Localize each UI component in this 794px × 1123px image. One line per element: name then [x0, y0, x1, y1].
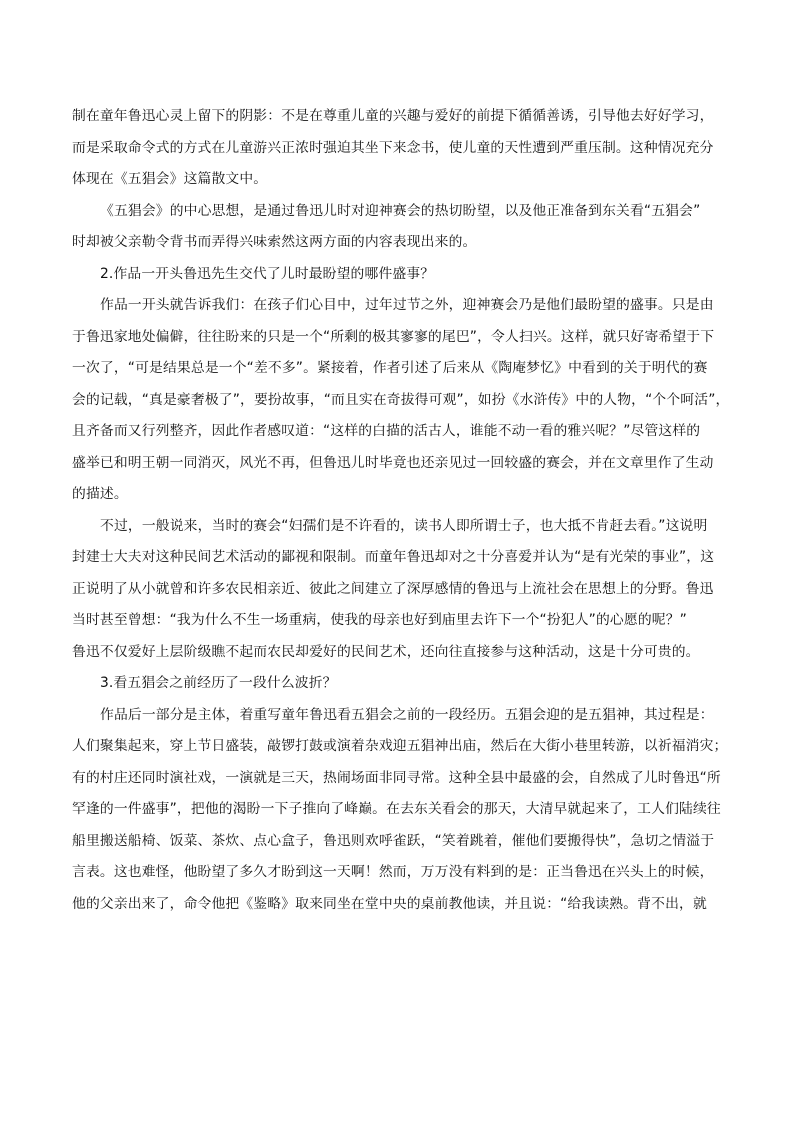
- text-line: 有的村庄还同时演社戏，一演就是三天，热闹场面非同寻常。这种全县中最盛的会，自然成了儿时鲁迅“所: [72, 769, 721, 786]
- text-line: 于鲁迅家地处偏僻，往往盼来的只是一个“所剩的极其寥寥的尾巴”，令人扫兴。这样，就只好寄希望于下: [72, 328, 715, 345]
- text-line: 一次了，“可是结果总是一个“差不多”。紧接着，作者引述了后来从《陶庵梦忆》中看到的关于明代的赛: [72, 360, 708, 376]
- text-line: 船里搬送船椅、饭菜、茶炊、点心盒子，鲁迅则欢呼雀跃，“笑着跳着，催他们要搬得快”，急切之情溢于: [72, 832, 715, 849]
- text-line: 作品一开头就告诉我们：在孩子们心目中，过年过节之外，迎神赛会乃是他们最盼望的盛事。只是由: [100, 297, 714, 313]
- text-line: 制在童年鲁迅心灵上留下的阴影：不是在尊重儿童的兴趣与爱好的前提下循循善诱，引导他去好好学习，: [72, 108, 714, 124]
- text-line: 当时甚至曾想：“我为什么不生一场重病，使我的母亲也好到庙里去许下一个“扮犯人”的心愿的呢？”: [72, 612, 687, 628]
- text-line: 他的父亲出来了，命令他把《鉴略》取来同坐在堂中央的桌前教他读，并且说：“给我读熟。背不出，就: [72, 895, 707, 912]
- text-line: 会的记载，“真是豪奢极了”，要扮故事，“而且实在奇拔得可观”，如扮《水浒传》中的人物，“个个呵活”，: [72, 391, 730, 408]
- text-line: 时却被父亲勒令背书而弄得兴味索然这两方面的内容表现出来的。: [72, 234, 477, 250]
- text-line: 且齐备而又行列整齐，因此作者感叹道：“这样的白描的活古人，谁能不动一看的雅兴呢？”尽管这样的: [72, 423, 701, 439]
- text-line: 封建士大夫对这种民间艺术活动的鄙视和限制。而童年鲁迅却对之十分喜爱并认为“是有光荣的事业”，这: [72, 549, 715, 565]
- text-line: 鲁迅不仅爱好上层阶级瞧不起而农民却爱好的民间艺术，还向往直接参与这种活动，这是十分可贵的。: [72, 643, 700, 660]
- text-line: 作品后一部分是主体，着重写童年鲁迅看五猖会之前的一段经历。五猖会迎的是五猖神，其过程是：: [100, 706, 714, 723]
- text-line: 正说明了从小就曾和许多农民相亲近、彼此之间建立了深厚感情的鲁迅与上流社会在思想上的分野。鲁迅: [72, 580, 714, 597]
- section-heading: 3.看五猖会之前经历了一段什么波折？: [100, 675, 337, 691]
- document-body: [72, 101, 742, 920]
- text-line: 不过，一般说来，当时的赛会“妇孺们是不许看的，读书人即所谓士子，也大抵不肯赶去看。”这说明: [100, 517, 708, 534]
- text-line: 盛举已和明王朝一同消灭，风光不再，但鲁迅儿时毕竟也还亲见过一回较盛的赛会，并在文章里作了生动: [72, 454, 714, 471]
- text-line: 的描述。: [72, 486, 128, 502]
- text-line: 《五猖会》的中心思想，是通过鲁迅儿时对迎神赛会的热切盼望，以及他正准备到东关看“五猖会”: [100, 202, 701, 219]
- text-line: 人们聚集起来，穿上节日盛装，敲锣打鼓或演着杂戏迎五猖神出庙，然后在大街小巷里转游，以祈福消灾；: [72, 738, 728, 754]
- text-line: 体现在《五猖会》这篇散文中。: [72, 171, 268, 187]
- text-line: 罕逢的一件盛事”，把他的渴盼一下子推向了峰巅。在去东关看会的那天，大清早就起来了，工人们陆续往: [72, 801, 721, 817]
- text-line: 而是采取命令式的方式在儿童游兴正浓时强迫其坐下来念书，使儿童的天性遭到严重压制。这种情况充分: [72, 139, 714, 156]
- section-heading: 2.作品一开头鲁迅先生交代了儿时最盼望的哪件盛事？: [100, 265, 435, 282]
- text-line: 言表。这也难怪，他盼望了多久才盼到这一天啊！然而，万万没有料到的是：正当鲁迅在兴头上的时候，: [72, 864, 714, 880]
